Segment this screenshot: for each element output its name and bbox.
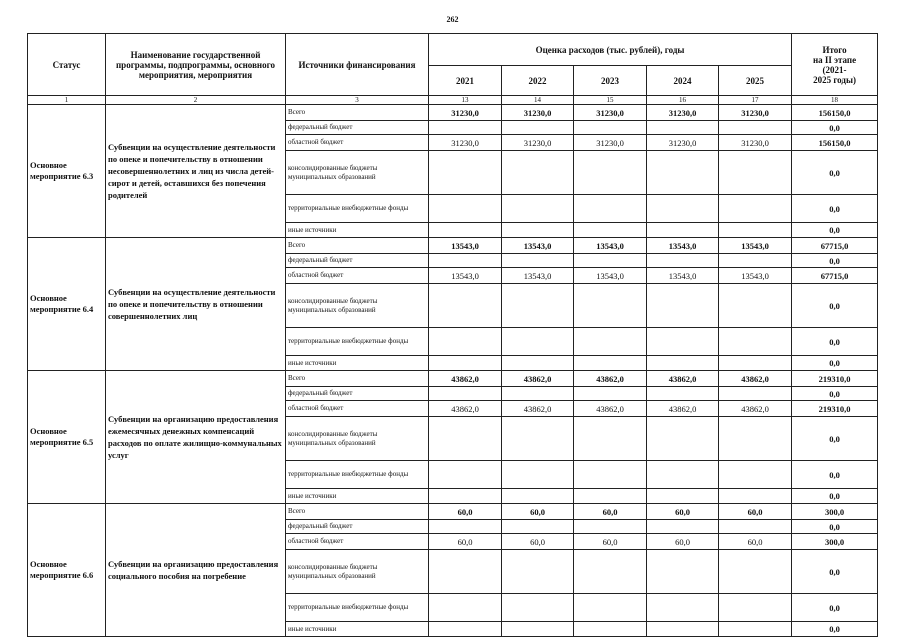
year-value [502, 550, 574, 594]
column-number: 2 [106, 96, 286, 105]
year-value: 31230,0 [647, 135, 719, 151]
year-value [719, 254, 792, 268]
header-estimate: Оценка расходов (тыс. рублей), годы [429, 34, 792, 66]
row-total: 0,0 [792, 356, 878, 371]
column-number: 14 [502, 96, 574, 105]
row-total: 156150,0 [792, 135, 878, 151]
funding-source: территориальные внебюджетные фонды [286, 195, 429, 223]
header-program-name: Наименование государственной программы, подпрограммы, основного мероприятия, мероприятия [106, 34, 286, 96]
year-value: 43862,0 [719, 371, 792, 387]
year-value: 60,0 [574, 504, 647, 520]
year-value [647, 223, 719, 238]
year-value [502, 417, 574, 461]
header-total-line2: на II этапе [812, 54, 857, 65]
header-year: 2022 [502, 66, 574, 96]
year-value [647, 489, 719, 504]
year-value [719, 594, 792, 622]
funding-source: федеральный бюджет [286, 387, 429, 401]
budget-table [27, 33, 878, 637]
year-value [647, 356, 719, 371]
year-value [429, 121, 502, 135]
column-number: 18 [792, 96, 878, 105]
row-total: 0,0 [792, 223, 878, 238]
header-total-line4: 2025 годы) [813, 74, 856, 85]
year-value: 43862,0 [647, 371, 719, 387]
year-value [719, 195, 792, 223]
year-value [574, 417, 647, 461]
year-value: 31230,0 [719, 135, 792, 151]
year-value [574, 387, 647, 401]
table-row [28, 105, 878, 121]
measure-status: Основное мероприятие 6.5 [28, 371, 106, 504]
row-total: 0,0 [792, 328, 878, 356]
year-value: 60,0 [647, 504, 719, 520]
row-total: 219310,0 [792, 401, 878, 417]
year-value [719, 461, 792, 489]
year-value [719, 328, 792, 356]
column-number: 16 [647, 96, 719, 105]
year-value [719, 121, 792, 135]
year-value [647, 328, 719, 356]
year-value [574, 284, 647, 328]
year-value: 43862,0 [429, 371, 502, 387]
header-status: Статус [28, 34, 106, 96]
year-value: 31230,0 [647, 105, 719, 121]
row-total: 300,0 [792, 504, 878, 520]
year-value [502, 387, 574, 401]
year-value [429, 461, 502, 489]
year-value: 13543,0 [647, 268, 719, 284]
year-value [429, 151, 502, 195]
funding-source: областной бюджет [286, 534, 429, 550]
measure-name: Субвенции на организацию предоставления социального пособия на погребение [106, 504, 286, 637]
year-value: 60,0 [429, 534, 502, 550]
year-value [502, 254, 574, 268]
page-number: 262 [446, 15, 459, 24]
row-total: 156150,0 [792, 105, 878, 121]
year-value [502, 461, 574, 489]
row-total: 67715,0 [792, 268, 878, 284]
year-value [502, 284, 574, 328]
column-number: 17 [719, 96, 792, 105]
year-value [429, 387, 502, 401]
measure-status: Основное мероприятие 6.4 [28, 238, 106, 371]
year-value [429, 520, 502, 534]
funding-source: консолидированные бюджеты муниципальных образований [286, 417, 429, 461]
funding-source: федеральный бюджет [286, 520, 429, 534]
year-value: 13543,0 [574, 268, 647, 284]
year-value [719, 550, 792, 594]
header-year: 2021 [429, 66, 502, 96]
table-row [28, 371, 878, 387]
year-value [502, 594, 574, 622]
year-value [574, 550, 647, 594]
funding-source: областной бюджет [286, 135, 429, 151]
row-total: 0,0 [792, 387, 878, 401]
measure-name: Субвенции на осуществление деятельности по опеке и попечительству в отношении несовершеннолетних и лиц из числа детей-сирот и детей, оставшихся без попечения родителей [106, 105, 286, 238]
column-number: 13 [429, 96, 502, 105]
year-value [574, 520, 647, 534]
year-value [647, 594, 719, 622]
year-value [647, 387, 719, 401]
year-value [647, 417, 719, 461]
header-year: 2023 [574, 66, 647, 96]
funding-source: территориальные внебюджетные фонды [286, 328, 429, 356]
year-value [574, 489, 647, 504]
funding-source: федеральный бюджет [286, 254, 429, 268]
year-value [429, 489, 502, 504]
row-total: 0,0 [792, 417, 878, 461]
year-value [574, 328, 647, 356]
year-value [647, 461, 719, 489]
year-value: 13543,0 [502, 268, 574, 284]
header-total-line1: Итого [822, 44, 847, 55]
year-value [429, 195, 502, 223]
year-value [429, 550, 502, 594]
year-value [647, 121, 719, 135]
table-body [28, 105, 878, 637]
measure-status: Основное мероприятие 6.3 [28, 105, 106, 238]
row-total: 219310,0 [792, 371, 878, 387]
year-value [429, 284, 502, 328]
year-value [574, 195, 647, 223]
year-value [719, 223, 792, 238]
row-total: 0,0 [792, 284, 878, 328]
year-value [502, 151, 574, 195]
year-value: 13543,0 [502, 238, 574, 254]
measure-status: Основное мероприятие 6.6 [28, 504, 106, 637]
year-value [719, 622, 792, 637]
funding-source: иные источники [286, 489, 429, 504]
year-value: 13543,0 [719, 268, 792, 284]
year-value [574, 594, 647, 622]
year-value: 31230,0 [574, 135, 647, 151]
column-number: 15 [574, 96, 647, 105]
column-number: 3 [286, 96, 429, 105]
year-value [502, 195, 574, 223]
year-value: 60,0 [647, 534, 719, 550]
year-value [574, 622, 647, 637]
year-value [647, 151, 719, 195]
year-value [647, 195, 719, 223]
funding-source: иные источники [286, 223, 429, 238]
year-value [502, 489, 574, 504]
year-value: 60,0 [502, 534, 574, 550]
year-value [647, 550, 719, 594]
year-value [429, 328, 502, 356]
year-value [719, 387, 792, 401]
year-value [647, 520, 719, 534]
funding-source: иные источники [286, 356, 429, 371]
year-value: 31230,0 [502, 135, 574, 151]
year-value [647, 622, 719, 637]
row-total: 0,0 [792, 121, 878, 135]
funding-source: консолидированные бюджеты муниципальных образований [286, 284, 429, 328]
funding-source: областной бюджет [286, 268, 429, 284]
year-value: 13543,0 [647, 238, 719, 254]
year-value: 43862,0 [719, 401, 792, 417]
year-value [719, 417, 792, 461]
funding-source: консолидированные бюджеты муниципальных образований [286, 151, 429, 195]
year-value [574, 356, 647, 371]
year-value: 43862,0 [502, 371, 574, 387]
year-value: 60,0 [719, 534, 792, 550]
year-value: 13543,0 [429, 238, 502, 254]
year-value [574, 461, 647, 489]
funding-source: Всего [286, 371, 429, 387]
row-total: 0,0 [792, 520, 878, 534]
year-value: 31230,0 [574, 105, 647, 121]
year-value [429, 254, 502, 268]
year-value: 60,0 [429, 504, 502, 520]
year-value: 43862,0 [429, 401, 502, 417]
year-value: 60,0 [502, 504, 574, 520]
funding-source: Всего [286, 238, 429, 254]
year-value [429, 594, 502, 622]
year-value: 31230,0 [429, 105, 502, 121]
measure-name: Субвенции на организацию предоставления ежемесячных денежных компенсаций расходов по оплате жилищно-коммунальных услуг [106, 371, 286, 504]
year-value [719, 520, 792, 534]
row-total: 0,0 [792, 594, 878, 622]
row-total: 0,0 [792, 622, 878, 637]
year-value [719, 489, 792, 504]
year-value: 13543,0 [574, 238, 647, 254]
year-value: 60,0 [719, 504, 792, 520]
row-total: 0,0 [792, 461, 878, 489]
year-value: 43862,0 [502, 401, 574, 417]
year-value [574, 151, 647, 195]
year-value [647, 254, 719, 268]
year-value: 13543,0 [429, 268, 502, 284]
funding-source: консолидированные бюджеты муниципальных образований [286, 550, 429, 594]
year-value [574, 121, 647, 135]
year-value [429, 356, 502, 371]
header-sources: Источники финансирования [286, 34, 429, 96]
row-total: 0,0 [792, 489, 878, 504]
year-value: 60,0 [574, 534, 647, 550]
funding-source: иные источники [286, 622, 429, 637]
header-year: 2025 [719, 66, 792, 96]
year-value [502, 622, 574, 637]
year-value [574, 254, 647, 268]
year-value [429, 622, 502, 637]
year-value [719, 151, 792, 195]
year-value [574, 223, 647, 238]
row-total: 67715,0 [792, 238, 878, 254]
table-row [28, 504, 878, 520]
row-total: 0,0 [792, 151, 878, 195]
year-value: 31230,0 [502, 105, 574, 121]
row-total: 0,0 [792, 195, 878, 223]
year-value: 43862,0 [574, 401, 647, 417]
year-value: 43862,0 [574, 371, 647, 387]
year-value: 31230,0 [429, 135, 502, 151]
row-total: 300,0 [792, 534, 878, 550]
funding-source: территориальные внебюджетные фонды [286, 461, 429, 489]
row-total: 0,0 [792, 550, 878, 594]
row-total: 0,0 [792, 254, 878, 268]
year-value [429, 223, 502, 238]
funding-source: Всего [286, 504, 429, 520]
funding-source: федеральный бюджет [286, 121, 429, 135]
year-value [502, 520, 574, 534]
header-total-line3: (2021- [822, 64, 847, 75]
year-value [719, 356, 792, 371]
measure-name: Субвенции на осуществление деятельности по опеке и попечительству в отношении совершеннолетних лиц [106, 238, 286, 371]
funding-source: территориальные внебюджетные фонды [286, 594, 429, 622]
column-number: 1 [28, 96, 106, 105]
year-value [647, 284, 719, 328]
year-value: 13543,0 [719, 238, 792, 254]
funding-source: областной бюджет [286, 401, 429, 417]
year-value [429, 417, 502, 461]
table-row [28, 238, 878, 254]
year-value [719, 284, 792, 328]
header-total [792, 34, 878, 96]
year-value [502, 121, 574, 135]
funding-source: Всего [286, 105, 429, 121]
year-value: 31230,0 [719, 105, 792, 121]
year-value [502, 356, 574, 371]
year-value [502, 223, 574, 238]
year-value: 43862,0 [647, 401, 719, 417]
header-year: 2024 [647, 66, 719, 96]
year-value [502, 328, 574, 356]
